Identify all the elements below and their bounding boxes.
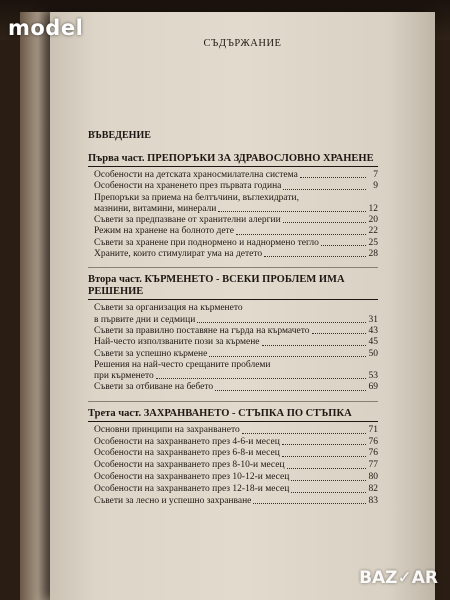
toc-entry <box>88 371 378 382</box>
entry-text: Особености на захранването през 8-10-и месец <box>94 460 285 471</box>
toc-entry <box>88 437 378 449</box>
entry-page: 83 <box>368 495 378 506</box>
entry-page: 76 <box>368 448 378 459</box>
leader-dots <box>156 378 366 379</box>
leader-dots <box>282 456 366 457</box>
entry-text: Особености на захранването през 6-8-и месец <box>94 448 280 459</box>
intro-heading: ВЪВЕДЕНИЕ <box>88 130 151 141</box>
toc-entry <box>88 193 378 204</box>
toc-part-3 <box>88 408 378 508</box>
toc-entry <box>88 484 378 496</box>
entry-page: 76 <box>368 436 378 447</box>
leader-dots <box>215 390 366 391</box>
leader-dots <box>291 492 366 493</box>
toc-entry <box>88 382 378 393</box>
entry-text: Най-често използваните пози за кърмене <box>94 337 260 348</box>
entry-text: Съвети за успешно кърмене <box>94 348 208 359</box>
toc-entry <box>88 303 378 314</box>
toc-entry <box>88 460 378 472</box>
entry-page: 53 <box>368 371 378 382</box>
entry-page: 43 <box>368 325 378 336</box>
toc-entry <box>88 249 378 260</box>
entry-page: 82 <box>368 483 378 494</box>
toc-entry <box>88 315 378 326</box>
toc-entry <box>88 472 378 484</box>
toc-entry <box>88 215 378 226</box>
entry-text: Особености на детската храносмилателна система <box>94 170 298 180</box>
entry-text: Особености на храненето през първата година <box>94 181 282 192</box>
toc-content <box>88 130 378 507</box>
entry-page: 20 <box>368 215 378 226</box>
leader-dots <box>197 322 366 323</box>
toc-entry <box>88 496 378 508</box>
entry-text: Съвети за хранене при поднормено и наднормено тегло <box>94 237 319 248</box>
entry-text: мазнини, витамини, минерали <box>94 203 217 214</box>
entry-text: Съвети за лесно и успешно захранване <box>94 495 252 506</box>
leader-dots <box>300 177 366 178</box>
entry-page: 9 <box>373 181 378 192</box>
entry-page: 77 <box>368 460 378 471</box>
entry-page: 31 <box>368 314 378 325</box>
entry-text: Препоръки за приема на белтъчини, въглехидрати, <box>94 192 300 203</box>
entry-text: Съвети за отбиване на бебето <box>94 382 214 393</box>
entry-page: 25 <box>368 237 378 248</box>
leader-dots <box>283 222 366 223</box>
entry-text: при кърменето <box>94 371 154 382</box>
entry-page: 12 <box>368 203 378 214</box>
toc-entry <box>88 448 378 460</box>
page-edge <box>20 12 50 600</box>
part-title: Първа част. ПРЕПОРЪКИ ЗА ЗДРАВОСЛОВНО ХРАНЕНЕ <box>88 153 378 167</box>
leader-dots <box>264 256 366 257</box>
entry-page: 45 <box>368 337 378 348</box>
entry-page: 28 <box>368 249 378 260</box>
leader-dots <box>253 503 366 504</box>
entry-text: Режим на хранене на болното дете <box>94 226 234 237</box>
toc-entry <box>88 238 378 249</box>
entry-page: 22 <box>368 226 378 237</box>
toc-entry <box>88 326 378 337</box>
leader-dots <box>236 234 366 235</box>
leader-dots <box>291 480 366 481</box>
leader-dots <box>283 189 366 190</box>
entry-text: в първите дни и седмици <box>94 314 196 325</box>
entry-page: 71 <box>368 424 378 435</box>
entry-page: 7 <box>373 170 378 180</box>
entry-text: Основни принципи на захранването <box>94 424 240 435</box>
toc-entry <box>88 226 378 237</box>
leader-dots <box>287 468 366 469</box>
part-title: Трета част. ЗАХРАНВАНЕТО - СТЪПКА ПО СТЪПКА <box>88 408 378 422</box>
entry-text: Храните, които стимулират ума на детето <box>94 249 263 260</box>
divider <box>88 267 378 268</box>
toc-entry <box>88 425 378 437</box>
entry-text: Особености на захранването през 12-18-и месец <box>94 483 290 494</box>
page-title: СЪДЪРЖАНИЕ <box>203 38 282 49</box>
toc-entry <box>88 349 378 360</box>
divider <box>88 401 378 402</box>
toc-part-2 <box>88 274 378 393</box>
entry-text: Съвети за правилно поставяне на гърда на кърмачето <box>94 325 310 336</box>
toc-entry <box>88 181 378 192</box>
leader-dots <box>262 345 366 346</box>
toc-entry <box>88 170 378 181</box>
entry-page: 69 <box>368 382 378 393</box>
entry-page: 80 <box>368 471 378 482</box>
watermark-label: model <box>8 16 84 40</box>
leader-dots <box>282 444 366 445</box>
entry-text: Решения на най-често срещаните проблеми <box>94 359 271 370</box>
toc-entry <box>88 337 378 348</box>
entry-text: Съвети за организация на кърменето <box>94 303 243 314</box>
entry-page: 50 <box>368 348 378 359</box>
toc-entry <box>88 204 378 215</box>
leader-dots <box>209 356 366 357</box>
entry-text: Особености на захранването през 10-12-и месец <box>94 471 290 482</box>
leader-dots <box>312 333 367 334</box>
toc-part-1 <box>88 153 378 260</box>
entry-text: Особености на захранването през 4-6-и месец <box>94 436 280 447</box>
entry-text: Съвети за предпазване от хранителни алергии <box>94 215 281 226</box>
toc-entry <box>88 360 378 371</box>
part-title: Втора част. КЪРМЕНЕТО - ВСЕКИ ПРОБЛЕМ ИМА РЕШЕНИЕ <box>88 274 378 300</box>
brand-logo: BAZ✓AR <box>359 568 438 588</box>
leader-dots <box>321 245 366 246</box>
leader-dots <box>218 211 366 212</box>
leader-dots <box>242 433 366 434</box>
